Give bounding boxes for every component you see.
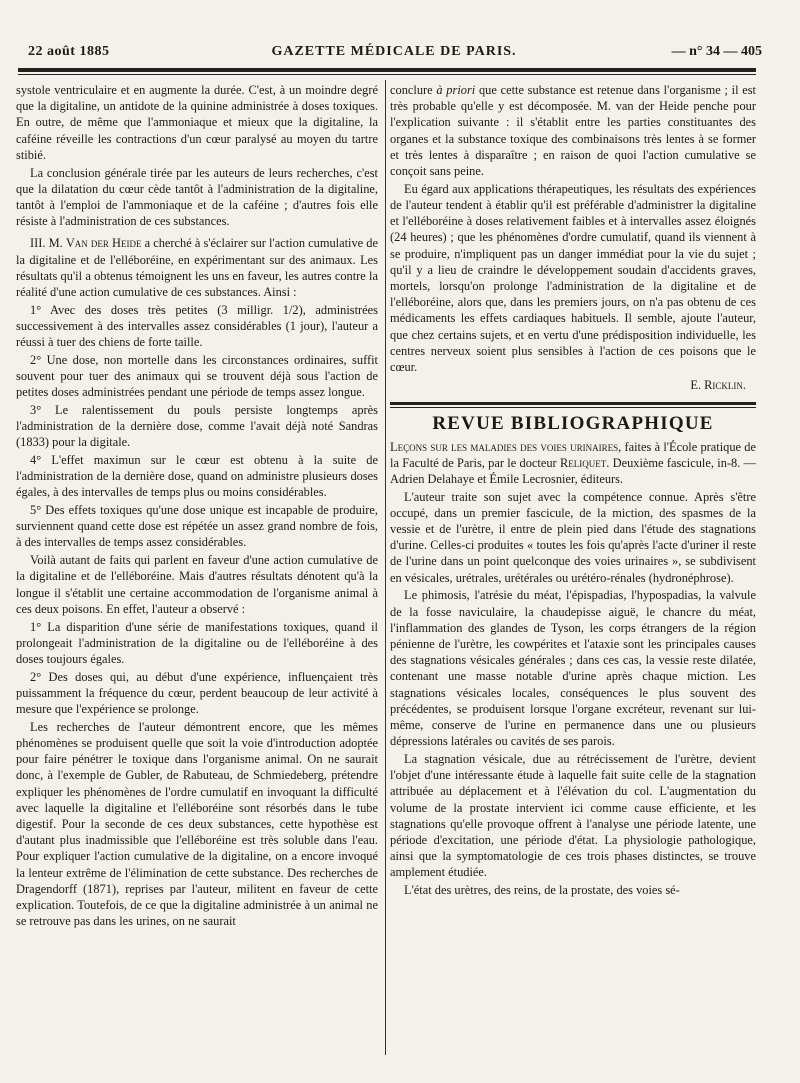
paragraph: L'auteur traite son sujet avec la compétence connue. Après s'être occupé, dans un premier fascicule, de la miction, des spasmes de la vessie et de l'urètre, il entre de plein pied dans l'étude des stagnations d'urine. Celles-ci produites « toutes les fois qu'après l'acte d'uriner il reste de l'urine dans un point quelconque des voies urinaires », se subdivisent en vésicales, urétrales, urétérales ou urétéro-rénales (hydronéphrose).: [390, 489, 756, 585]
paragraph: Les recherches de l'auteur démontrent encore, que les mêmes phénomènes se produisent quelle que soit la voie d'introduction adoptée pour faire pénétrer le toxique dans l'organisme animal. On ne saurait donc, à l'exemple de Gubler, de Rabuteau, de Schmiedeberg, prétendre expliquer les phénomènes de l'ordre cumulatif en invoquant la difficulté avec laquelle la digitaline et l'elléboréine sont résorbés dans le tube digestif. Pour la seconde de ces deux substances, cette hypothèse est d'autant plus inadmissible que l'elléboréine est très soluble dans l'eau. Pour expliquer l'action cumulative de la digitaline, on a encore invoqué la lenteur extrême de l'élimination de cette substance. Des recherches de Dragendorff (1871), reprises par l'auteur, militent en faveur de cette explication. Toutefois, de ce que la digitaline administrée à un animal ne se retrouve pas dans les urines, on ne saurait: [16, 719, 378, 929]
paragraph: Voilà autant de faits qui parlent en faveur d'une action cumulative de la digitaline et de l'elléboréine. Mais d'autres résultats dénotent qu'à la longue il s'établit une certaine accommodation de l'organisme animal à ces deux poisons. En effet, l'auteur a observé :: [16, 553, 378, 616]
column-divider: [385, 80, 386, 1055]
paragraph: Le phimosis, l'atrésie du méat, l'épispadias, l'hypospadias, la valvule de la fosse naviculaire, la chaudepisse aiguë, le chancre du méat, l'inflammation des glandes de Tyson, les corps étrangers de la région pénienne de l'urètre, les cowpérites et l'ataxie sont les principales causes des stagnations vésicales générales ; dans ces cas, la vessie reste dilatée, contenant une masse notable d'urine après chaque miction. Les stagnations vésicales locales, conséquences le plus souvent des précédentes, se produisent lorsque l'organe excréteur, revenant sur lui-même, conserve de l'urine en permanence dans une ou plusieurs dépressions latérales ou cavités de ses parois.: [390, 588, 756, 749]
journal-title: GAZETTE MÉDICALE DE PARIS.: [271, 44, 517, 59]
paragraph: 4° L'effet maximun sur le cœur est obtenu à la suite de l'administration de la dernière dose, quand on administre plusieurs doses égales, à des intervalles de temps plus ou moins considérables.: [16, 452, 378, 500]
page-number: — n° 34 — 405: [671, 44, 762, 59]
right-column: [390, 82, 756, 900]
emphasis: à priori: [436, 83, 476, 97]
section-rule-thick: [390, 402, 756, 405]
paragraph: 2° Des doses qui, au début d'une expérience, influençaient très puissamment la fréquence du cœur, perdent beaucoup de leur activité à mesure que l'expérience se prolonge.: [16, 669, 378, 717]
bibliographic-entry: Leçons sur les maladies des voies urinaires, faites à l'École pratique de la Faculté de Paris, par le docteur Reliquet. Deuxième fascicule, in-8. — Adrien Delahaye et Émile Lecrosnier, éditeurs.: [390, 439, 757, 486]
paragraph: 1° Avec des doses très petites (3 milligr. 1/2), administrées successivement à des intervalles assez considérables (1 jour), l'auteur a réussi à tuer des chiens de forte taille.: [16, 302, 378, 350]
paragraph: 2° Une dose, non mortelle dans les circonstances ordinaires, suffit souvent pour tuer des animaux qui se trouvent déjà sous l'action de petites doses administrées pendant une période de temps assez longue.: [16, 352, 378, 400]
author-name: Van der Heide: [65, 236, 142, 251]
paragraph: systole ventriculaire et en augmente la durée. C'est, à un moindre degré que la digitaline, un antidote de la quinine administrée à doses toxiques. En outre, de même que l'ammoniaque et mieux que la digitaline, la caféine réveille les contractions d'un cœur paralysé au moyen du tartre stibié.: [16, 83, 378, 162]
paragraph: La stagnation vésicale, due au rétrécissement de l'urètre, devient l'objet d'une intéressante étude à laquelle fait suite celle de la stagnation attribuée au déplacement et à l'élévation du col. L'augmentation du volume de la prostate intervient ici comme cause efficiente, et les stagnations qu'elle provoque offrent à l'analyse une période latente, une période d'excitation, une période d'état. La physiologie pathologique, ainsi que la symptomatologie de ces trois phases distinctes, se trouve amplement étudiée.: [390, 751, 756, 880]
book-title: Leçons sur les maladies des voies urinaires: [390, 439, 619, 454]
paragraph: conclure à priori que cette substance est retenue dans l'organisme ; il est très probable qu'elle y est décomposée. M. van der Heide penche pour l'explication suivante : il s'établit entre les parties constituantes des organes et la substance toxique des combinaisons très lentes à se former et très lentes à disparaître ; en raison de quoi l'action cumulative se conçoit sans peine.: [390, 83, 756, 179]
paragraph: L'état des urètres, des reins, de la prostate, des voies sé-: [404, 883, 680, 898]
paragraph: Eu égard aux applications thérapeutiques, les résultats des expériences de l'auteur tendent à établir qu'il est préférable d'administrer la digitaline et l'elléboréine à doses relativement faibles et à intervalles assez éloignés (24 heures) ; que les phénomènes d'ordre cumulatif, quand ils viennent à se produire, n'impliquent pas un danger immédiat pour la vie du sujet ; qu'il y a lieu de craindre le développement soudain d'accidents graves, mortels, lorsqu'on prolonge l'administration de la digitaline et de l'elléboréine, alors que, dans les premiers jours, on n'a pas obtenu de ces médicaments les effets cardiaques habituels. Il semble, ajoute l'auteur, que chez certains sujets, et en vertu d'une prédisposition individuelle, les centres nerveux soient plus sensibles à l'action de ces poisons que le cœur.: [390, 181, 756, 374]
page-header: [24, 42, 764, 62]
paragraph: 5° Des effets toxiques qu'une dose unique est incapable de produire, surviennent quand cette dose est répétée un assez grand nombre de fois, à des intervalles de temps assez considérables.: [16, 503, 378, 550]
paragraph: 3° Le ralentissement du pouls persiste longtemps après l'administration de la dernière dose, comme l'avait déjà noté Sandras (1833) pour la digitale.: [16, 402, 378, 450]
header-rule-thick: [18, 68, 756, 72]
book-author: Reliquet: [559, 455, 607, 470]
paragraph: 1° La disparition d'une série de manifestations toxiques, quand il prolongeait l'administration de la digitaline ou de l'elléboréine à des doses toujours égales.: [16, 619, 378, 666]
header-rule-thin: [18, 74, 756, 75]
section-rule-thin: [390, 407, 756, 408]
issue-date: 22 août 1885: [28, 44, 110, 59]
left-column: [16, 82, 378, 931]
paragraph: III. M. Van der Heide a cherché à s'éclairer sur l'action cumulative de la digitaline et de l'elléboréine, en expérimentant sur des animaux. Les résultats qu'il a obtenus témoignent les uns en faveur, les autres contre la réalité d'une action cumulative de ces substances. Ainsi :: [16, 236, 378, 299]
signature: E. Ricklin.: [690, 378, 746, 393]
section-title: REVUE BIBLIOGRAPHIQUE: [432, 413, 714, 435]
paragraph: La conclusion générale tirée par les auteurs de leurs recherches, c'est que la dilatation du cœur cède tantôt à l'administration de la digitaline, tantôt à l'emploi de l'ammoniaque et de la caféine ; d'autres fois elle résiste à l'administration de ces substances.: [16, 165, 378, 229]
